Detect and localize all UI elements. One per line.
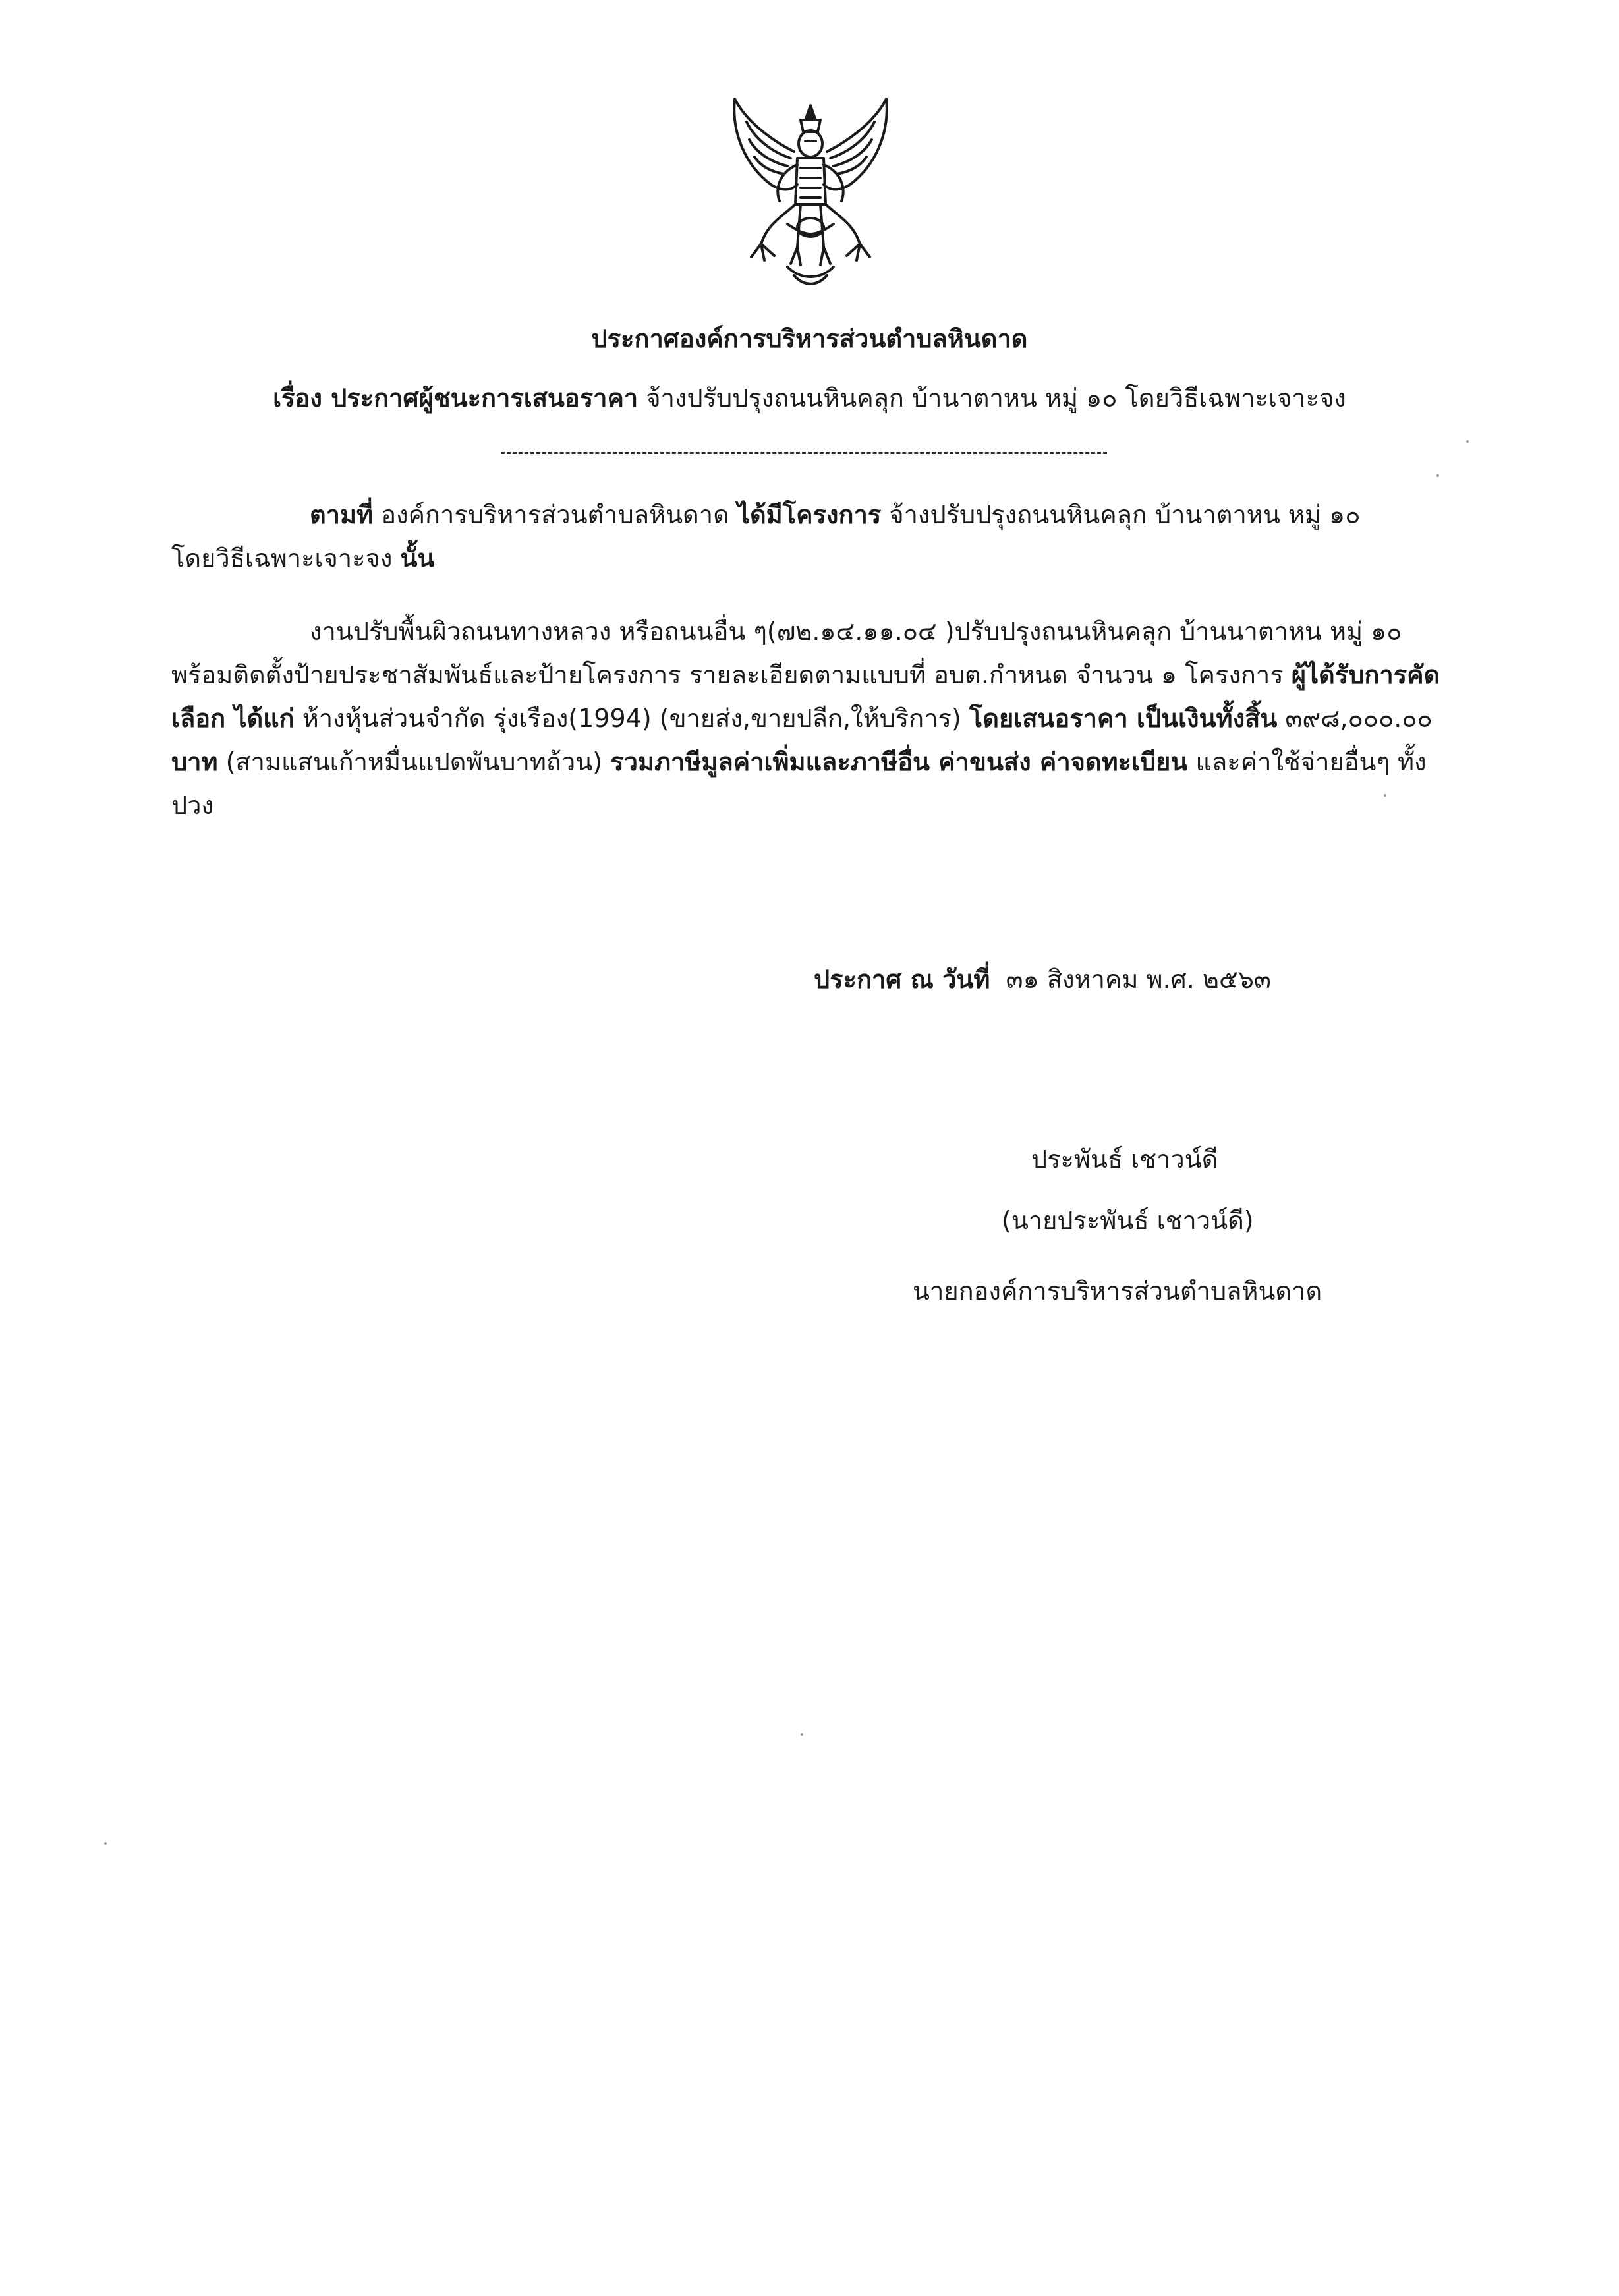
p1-lead: ตามที่ xyxy=(310,500,374,529)
p1-project: จ้างปรับปรุงถนนหินคลุก บ้านาตาหน หมู่ ๑๐ xyxy=(889,500,1361,529)
date-value: ๓๑ สิงหาคม พ.ศ. ๒๕๖๓ xyxy=(1006,965,1271,994)
signatory-name: (นายประพันธ์ เชาวน์ดี) xyxy=(1002,1206,1254,1235)
garuda-emblem-icon xyxy=(708,92,913,297)
p2-baht: บาท xyxy=(171,747,218,776)
p2-b3: โดยเสนอราคา เป็นเงินทั้ง xyxy=(969,704,1245,733)
paragraph-1-line-2 xyxy=(171,536,1450,580)
scan-speck xyxy=(104,1842,107,1845)
p2-amount-words: (สามแสนเก้าหมื่นแปดพันบาทถ้วน) xyxy=(225,747,603,776)
paragraph-2 xyxy=(171,610,1450,827)
scan-speck xyxy=(1384,794,1386,797)
announcement-date xyxy=(814,963,1271,995)
dashed-divider xyxy=(501,452,1107,454)
p2-b7: และค่าใช้จ่ายอื่นๆ ทั้งปวง xyxy=(171,747,1427,820)
p2-t1: งานปรับพื้นผิวถนนทางหลวง หรือถนนอื่น ๆ(๗๒.๑๔.๑๑.๐๔ )ปรับปรุงถนนหินคลุก บ้านนาตาหน หมู่ xyxy=(310,617,1363,646)
scan-speck xyxy=(1466,440,1469,443)
p1-has-project: ได้มีโครงการ xyxy=(737,500,882,529)
p2-b2: รับการคัดเลือก ได้แก่ xyxy=(171,660,1440,733)
scan-speck xyxy=(1436,474,1439,477)
p2-amount: ๓๙๘,๐๐๐.๐๐ xyxy=(1285,704,1433,733)
signature: ประพันธ์ เชาวน์ดี xyxy=(1031,1145,1218,1174)
p2-b1: ผู้ได้ xyxy=(1291,660,1335,689)
document-subject xyxy=(0,382,1619,414)
subject-label: เรื่อง ประกาศผู้ชนะการเสนอราคา xyxy=(273,384,639,413)
p1-line2: โดยวิธีเฉพาะเจาะจง xyxy=(171,544,393,573)
p1-end: นั้น xyxy=(400,544,435,573)
p2-t2: ๑๐ พร้อมติดตั้งป้ายประชาสัมพันธ์และป้ายโครงการ รายละเอียดตามแบบที่ อบต.กำหนด จำนวน ๑ โครงการ xyxy=(171,617,1402,689)
p2-t3: ห้างหุ้นส่วนจำกัด รุ่งเรือง(1994) (ขายส่ง,ขายปลีก,ให้บริการ) xyxy=(302,704,961,733)
document-title: ประกาศองค์การบริหารส่วนตำบลหินดาด xyxy=(591,324,1028,353)
p2-tax-note: รวมภาษีมูลค่าเพิ่มและภาษีอื่น ค่าขนส่ง ค่าจดทะเบียน xyxy=(610,747,1188,776)
paragraph-1 xyxy=(171,493,1450,536)
scan-speck xyxy=(801,1733,803,1736)
p1-org: องค์การบริหารส่วนตำบลหินดาด xyxy=(381,500,729,529)
subject-text: จ้างปรับปรุงถนนหินคลุก บ้านาตาหน หมู่ ๑๐ โดยวิธีเฉพาะเจาะจง xyxy=(646,384,1346,413)
signatory-position: นายกองค์การบริหารส่วนตำบลหินดาด xyxy=(913,1277,1322,1306)
p2-b4: สิ้น xyxy=(1245,704,1278,733)
date-label: ประกาศ ณ วันที่ xyxy=(814,965,990,994)
